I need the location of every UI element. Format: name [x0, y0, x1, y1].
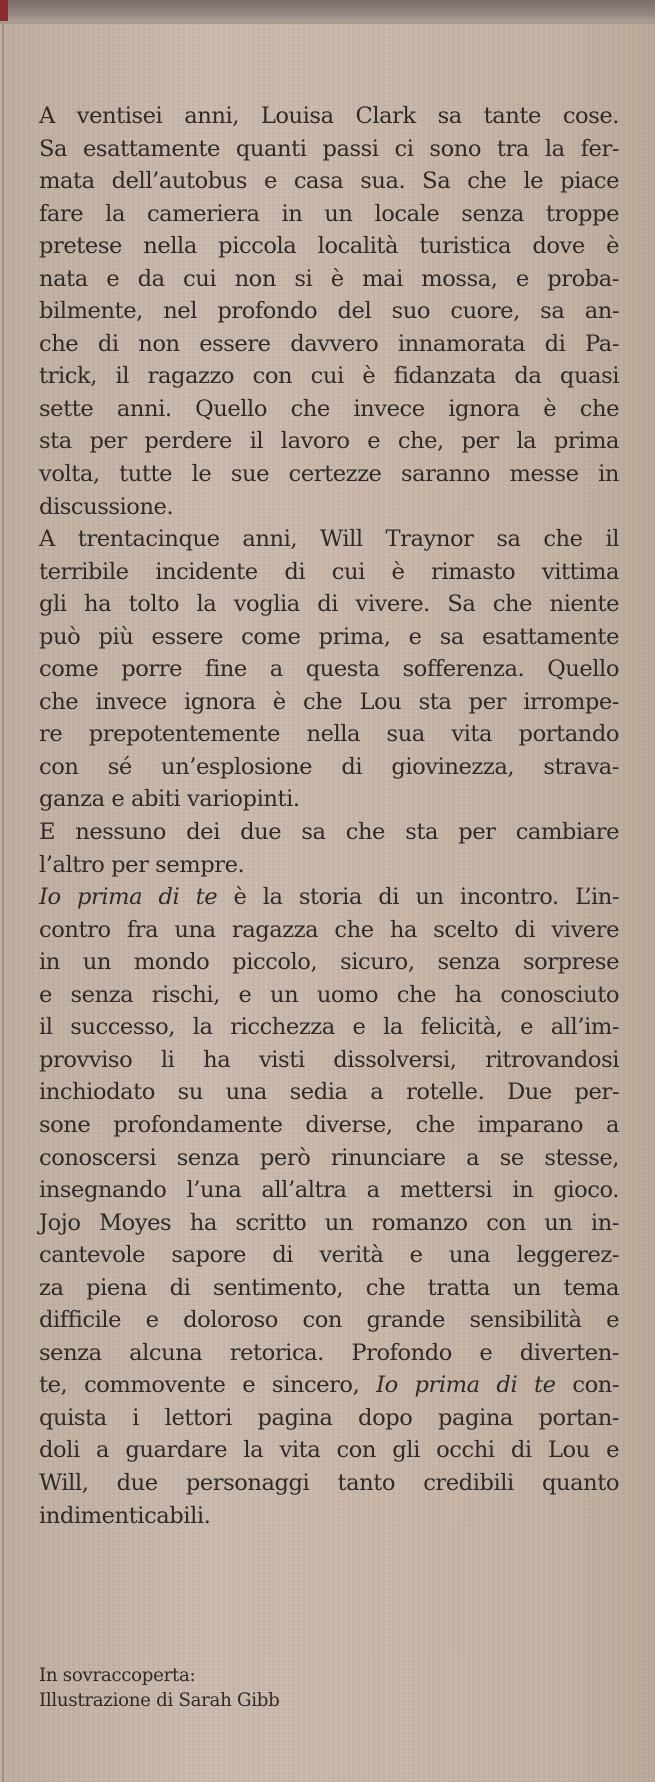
line-text: pretese nella piccola località turistica dove è [39, 233, 619, 260]
synopsis-line [39, 425, 619, 458]
line-text: fare la cameriera in un locale senza troppe [39, 200, 619, 227]
synopsis-text [39, 100, 619, 1532]
synopsis-line [39, 393, 619, 426]
line-text: bilmente, nel profondo del suo cuore, sa an- [39, 298, 619, 325]
line-text: contro fra una ragazza che ha scelto di vivere [39, 916, 619, 943]
synopsis-line [39, 621, 619, 654]
synopsis-line [39, 1011, 619, 1044]
synopsis-line [39, 686, 619, 719]
line-text: con- [555, 1372, 620, 1399]
synopsis-line [39, 491, 619, 524]
fold-edge [0, 21, 655, 24]
synopsis-line [39, 588, 619, 621]
synopsis-line [39, 783, 619, 816]
line-text: il successo, la ricchezza e la felicità, e all’im- [39, 1014, 619, 1041]
synopsis-line [39, 263, 619, 296]
credit-illustrator: Illustrazione di Sarah Gibb [39, 1690, 280, 1711]
line-text: te, commovente e sincero, [39, 1372, 377, 1399]
synopsis-line [39, 523, 619, 556]
synopsis-line [39, 295, 619, 328]
line-text: ganza e abiti variopinti. [39, 786, 300, 813]
line-text: nata e da cui non si è mai mossa, e proba- [39, 265, 619, 292]
line-text: che invece ignora è che Lou sta per irrompe- [39, 688, 619, 715]
line-text: può più essere come prima, e sa esattamente [39, 623, 619, 650]
line-text: Will, due personaggi tanto credibili quanto [39, 1469, 619, 1496]
line-text: re prepotentemente nella sua vita portando [39, 721, 619, 748]
synopsis-line [39, 1044, 619, 1077]
line-text: è la storia di un incontro. L’in- [217, 884, 620, 911]
line-text: doli a guardare la vita con gli occhi di Lou e [39, 1437, 619, 1464]
synopsis-line [39, 1272, 619, 1305]
line-text: sone profondamente diverse, che imparano a [39, 1111, 619, 1138]
line-text: insegnando l’una all’altra a mettersi in gioco. [39, 1177, 619, 1204]
line-text: in un mondo piccolo, sicuro, senza sorprese [39, 949, 619, 976]
line-text: quista i lettori pagina dopo pagina portan- [39, 1404, 619, 1431]
credit-label: In sovraccoperta: [39, 1665, 196, 1686]
synopsis-line [39, 1467, 619, 1500]
synopsis-line [39, 1434, 619, 1467]
synopsis-line [39, 1402, 619, 1435]
line-text: terribile incidente di cui è rimasto vittima [39, 558, 619, 585]
line-text: con sé un’esplosione di giovinezza, strava- [39, 753, 619, 780]
synopsis-line [39, 751, 619, 784]
line-text: discussione. [39, 493, 174, 520]
book-title-italic: Io prima di te [376, 1372, 556, 1399]
line-text: E nessuno dei due sa che sta per cambiare [39, 819, 619, 846]
synopsis-line [39, 1142, 619, 1175]
book-title-italic: Io prima di te [39, 884, 218, 911]
line-text: e senza rischi, e un uomo che ha conosciuto [39, 981, 619, 1008]
synopsis-line [39, 718, 619, 751]
left-fold-line [2, 24, 4, 1782]
line-text: volta, tutte le sue certezze saranno messe in [39, 461, 619, 488]
line-text: difficile e doloroso con grande sensibilità e [39, 1307, 619, 1334]
synopsis-line [39, 100, 619, 133]
line-text: sta per perdere il lavoro e che, per la prima [39, 428, 619, 455]
line-text: A ventisei anni, Louisa Clark sa tante cose. [39, 103, 619, 129]
synopsis-line [39, 230, 619, 263]
synopsis-line [39, 133, 619, 166]
synopsis-line [39, 653, 619, 686]
synopsis-line [39, 360, 619, 393]
line-text: sette anni. Quello che invece ignora è che [39, 395, 619, 422]
line-text: Sa esattamente quanti passi ci sono tra la fer- [39, 135, 619, 162]
synopsis-line [39, 1337, 619, 1370]
synopsis-line [39, 1304, 619, 1337]
synopsis-line [39, 1174, 619, 1207]
synopsis-line [39, 328, 619, 361]
line-text: indimenticabili. [39, 1502, 211, 1529]
line-text: senza alcuna retorica. Profondo e diverten- [39, 1339, 619, 1366]
synopsis-line [39, 165, 619, 198]
synopsis-line [39, 979, 619, 1012]
synopsis-line [39, 881, 619, 914]
line-text: inchiodato su una sedia a rotelle. Due per- [39, 1079, 619, 1106]
synopsis-line [39, 556, 619, 589]
synopsis-line [39, 1109, 619, 1142]
line-text: conoscersi senza però rinunciare a se stesse, [39, 1144, 619, 1171]
line-text: za piena di sentimento, che tratta un tema [39, 1274, 619, 1301]
line-text: gli ha tolto la voglia di vivere. Sa che niente [39, 591, 619, 618]
line-text: A trentacinque anni, Will Traynor sa che il [39, 526, 619, 553]
synopsis-line [39, 946, 619, 979]
synopsis-line [39, 458, 619, 491]
cover-credit [39, 1663, 279, 1713]
line-text: Jojo Moyes ha scritto un romanzo con un in- [39, 1209, 619, 1236]
synopsis-line [39, 1369, 619, 1402]
line-text: provviso li ha visti dissolversi, ritrovandosi [39, 1046, 619, 1073]
synopsis-line [39, 198, 619, 231]
synopsis-line [39, 1500, 619, 1533]
synopsis-line [39, 1239, 619, 1272]
line-text: che di non essere davvero innamorata di Pa- [39, 330, 619, 357]
line-text: trick, il ragazzo con cui è fidanzata da quasi [39, 363, 619, 390]
jacket-top-edge [0, 0, 655, 24]
synopsis-line [39, 816, 619, 849]
line-text: cantevole sapore di verità e una leggerez- [39, 1242, 619, 1269]
line-text: l’altro per sempre. [39, 851, 245, 878]
line-text: come porre fine a questa sofferenza. Quello [39, 656, 619, 683]
synopsis-line [39, 1207, 619, 1240]
synopsis-line [39, 1076, 619, 1109]
line-text: mata dell’autobus e casa sua. Sa che le piace [39, 168, 619, 195]
synopsis-line [39, 914, 619, 947]
synopsis-line [39, 849, 619, 882]
